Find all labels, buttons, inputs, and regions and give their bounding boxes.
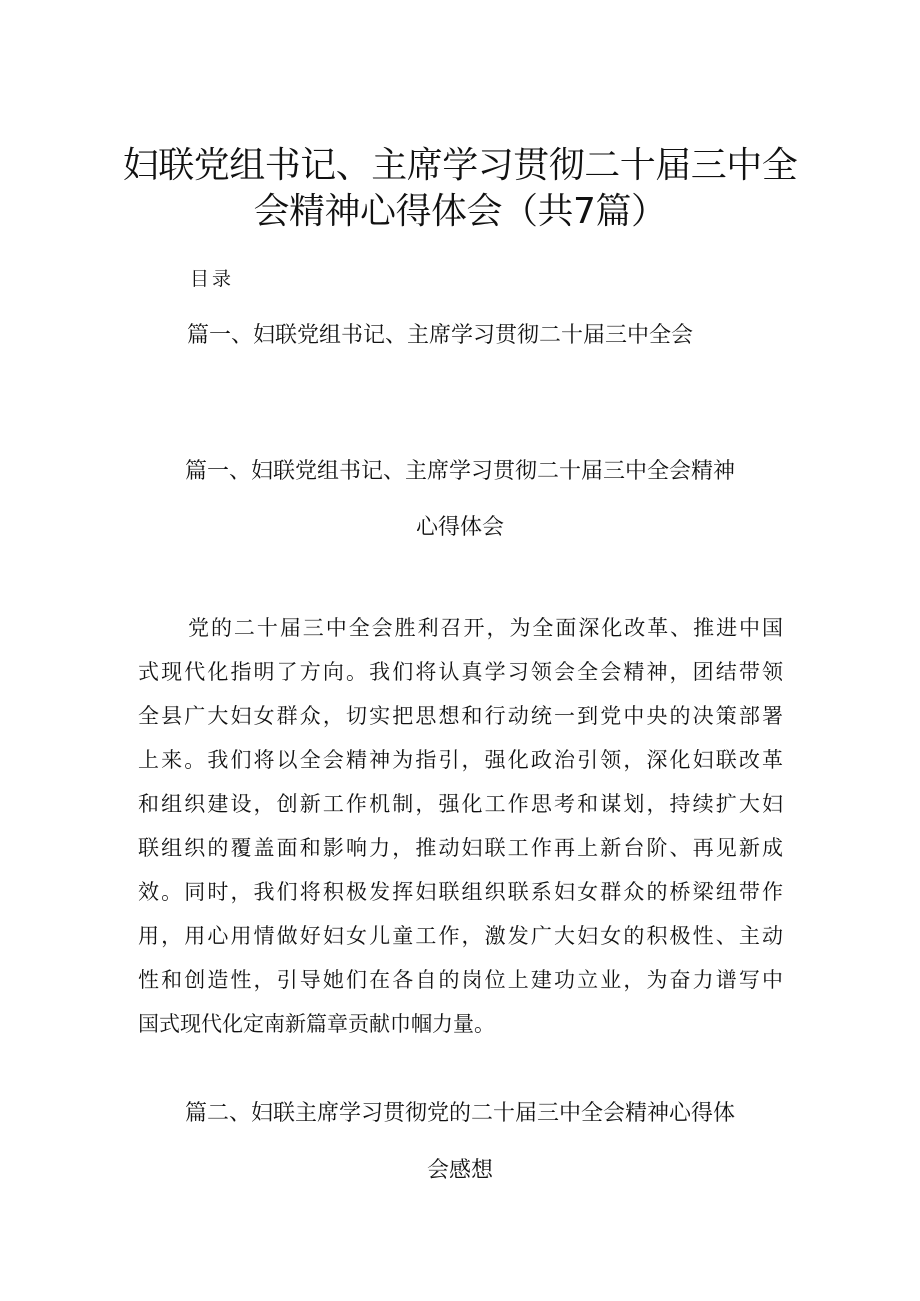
body-line: 联组织的覆盖面和影响力，推动妇联工作再上新台阶、再见新成 [138,836,783,860]
document-title-line-1: 妇联党组书记、主席学习贯彻二十届三中全 [122,145,798,186]
body-line: 式现代化指明了方向。我们将认真学习领会全会精神，团结带领 [138,660,783,684]
body-line: 党的二十届三中全会胜利召开，为全面深化改革、推进中国 [188,616,783,640]
body-line: 上来。我们将以全会精神为指引，强化政治引领，深化妇联改革 [138,748,783,772]
section-1-heading-line-2: 心得体会 [415,515,504,540]
body-line: 全县广大妇女群众，切实把思想和行动统一到党中央的决策部署 [138,704,783,728]
section-1-heading-line-1: 篇一、妇联党组书记、主席学习贯彻二十届三中全会精神 [184,459,735,484]
toc-label: 目录 [190,268,235,290]
body-line: 用，用心用情做好妇女儿童工作，激发广大妇女的积极性、主动 [138,924,783,948]
document-title-line-2: 会精神心得体会（共7篇） [253,191,667,232]
body-line: 和组织建设，创新工作机制，强化工作思考和谋划，持续扩大妇 [138,792,783,816]
section-2-heading-line-1: 篇二、妇联主席学习贯彻党的二十届三中全会精神心得体 [184,1101,735,1126]
body-line: 性和创造性，引导她们在各自的岗位上建功立业，为奋力谱写中 [138,968,783,992]
body-line: 国式现代化定南新篇章贡献巾帼力量。 [138,1012,495,1036]
toc-item[interactable]: 篇一、妇联党组书记、主席学习贯彻二十届三中全会 [187,323,694,348]
body-line: 效。同时，我们将积极发挥妇联组织联系妇女群众的桥梁纽带作 [138,880,783,904]
section-2-heading-line-2: 会感想 [426,1158,493,1183]
